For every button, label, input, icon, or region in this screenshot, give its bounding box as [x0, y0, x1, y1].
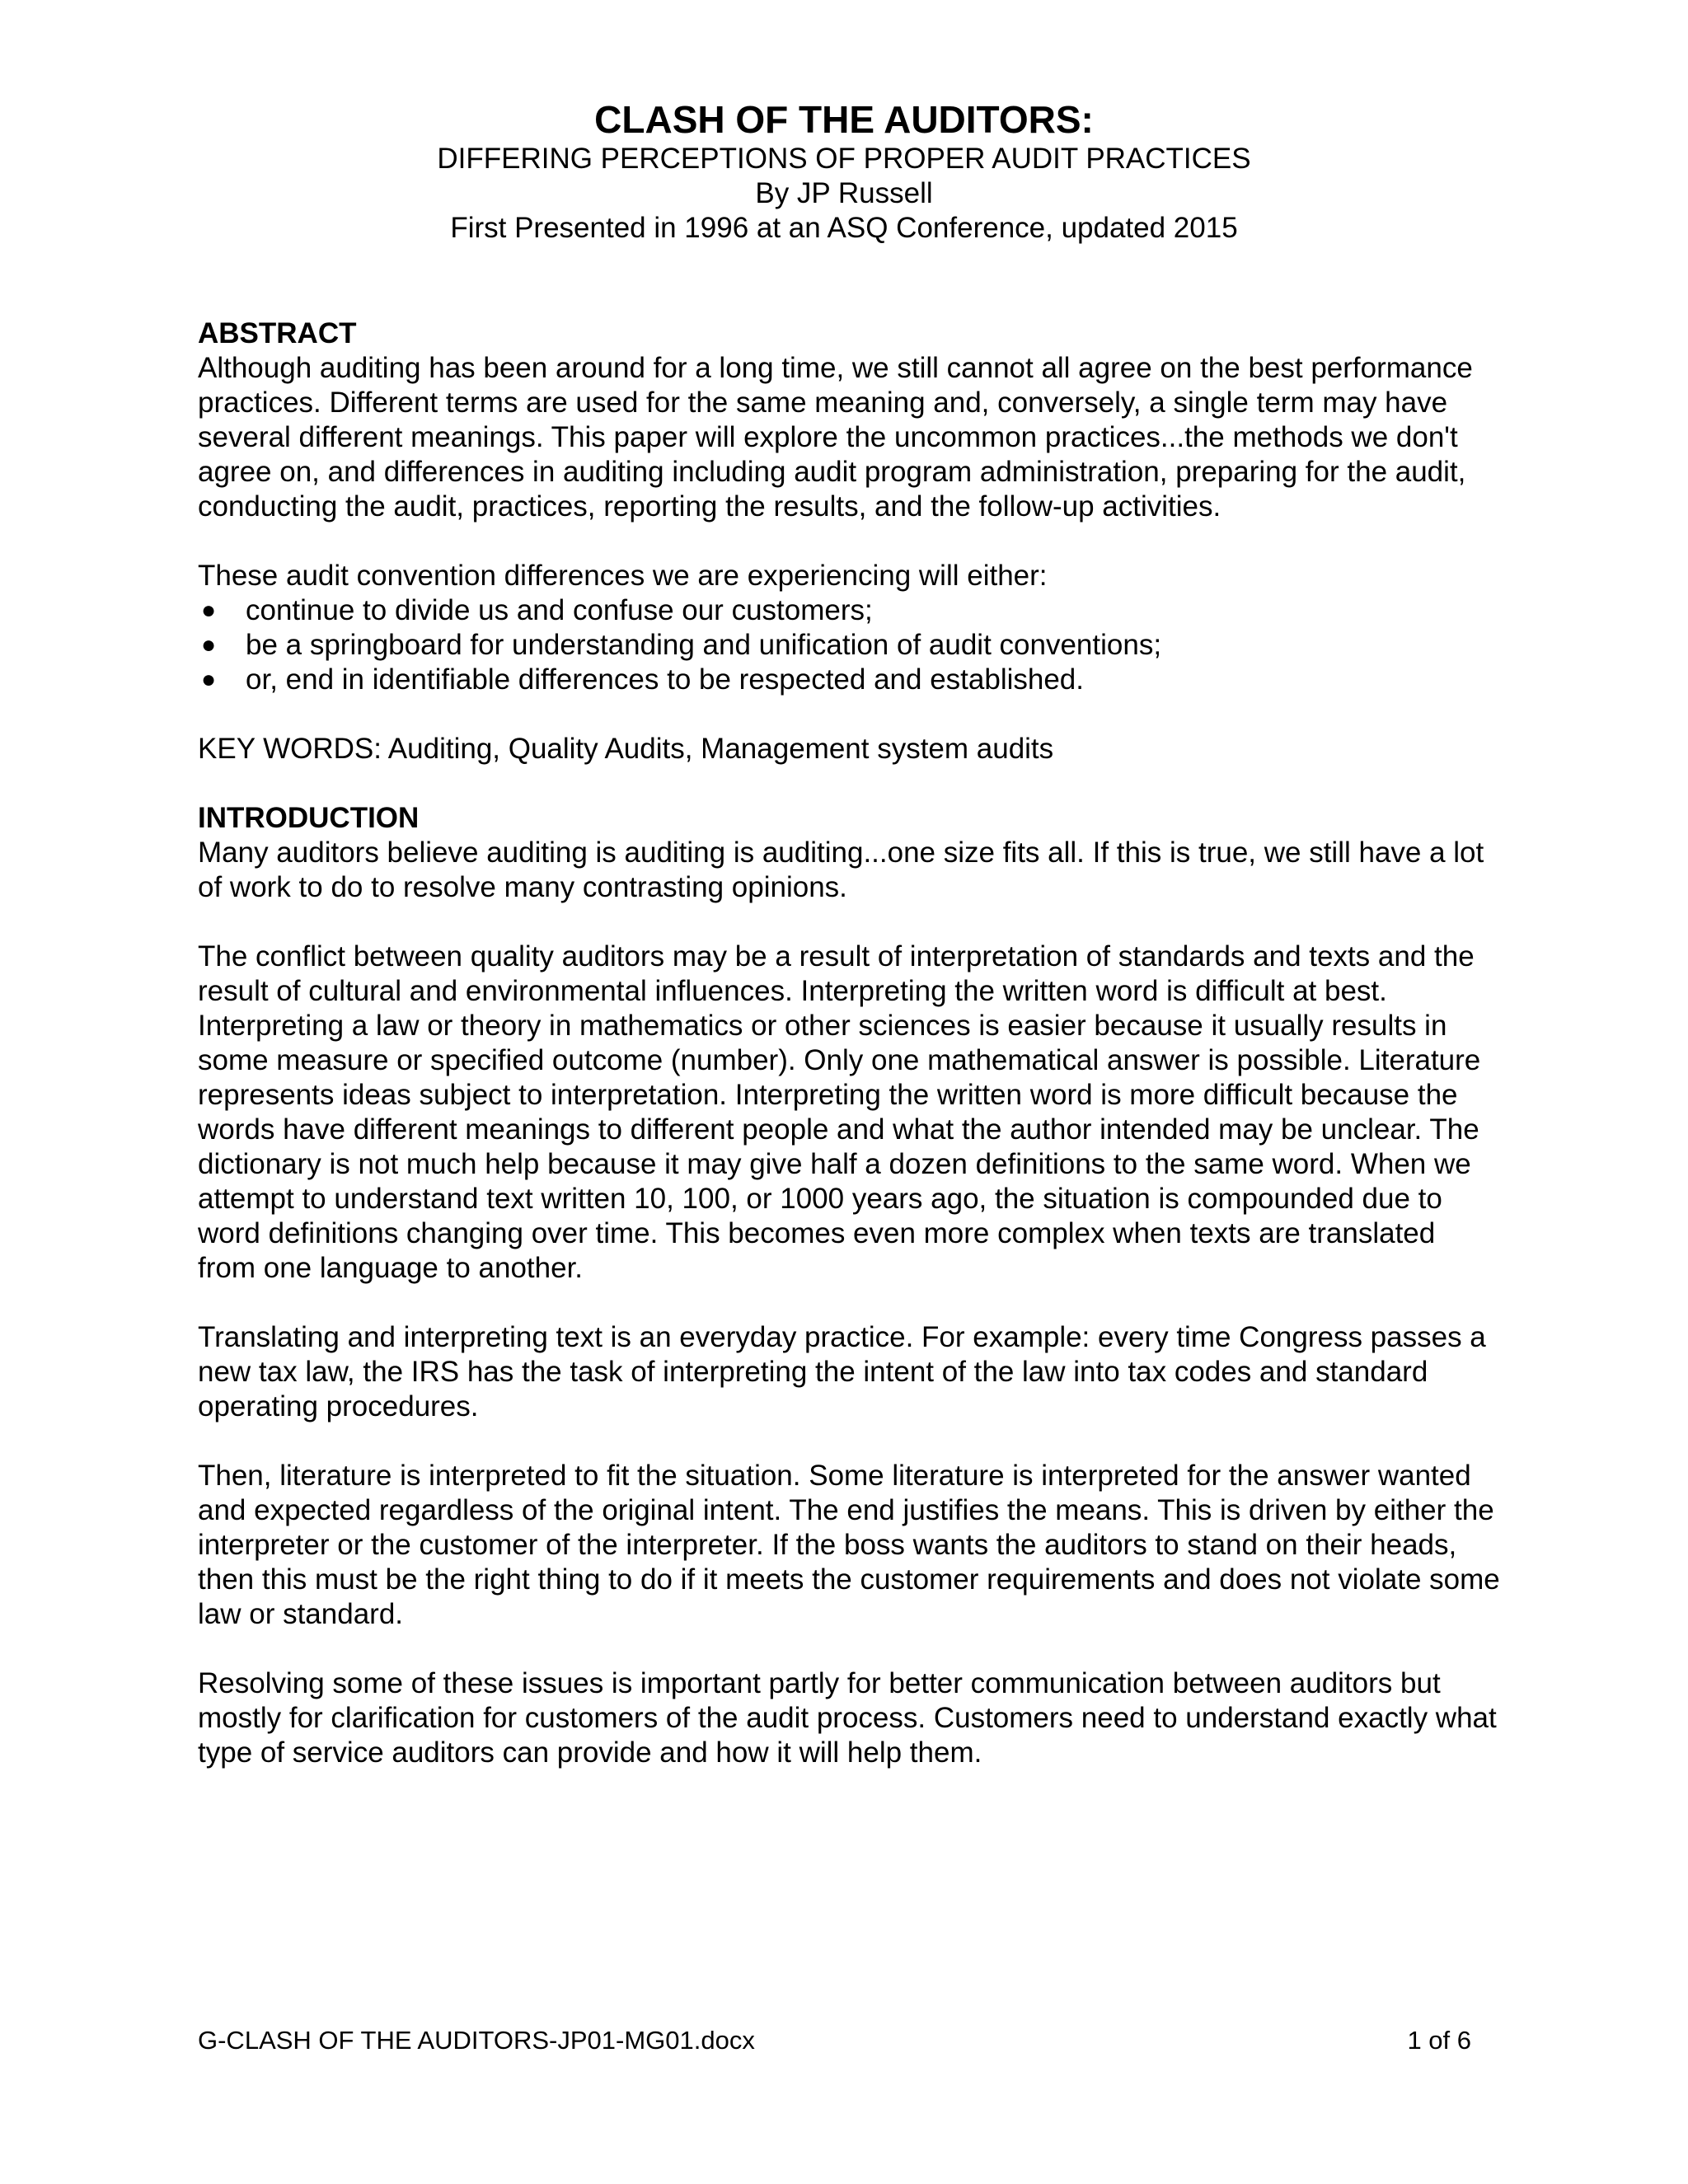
- introduction-paragraph: Translating and interpreting text is an everyday practice. For example: every time Congress passes a new tax law, the IRS has the task of interpreting the intent of the law into tax codes and standard operating procedures.: [198, 1321, 1486, 1422]
- document-author: By JP Russell: [755, 177, 933, 209]
- abstract-paragraph: Although auditing has been around for a long time, we still cannot all agree on the best performance practices. Different terms are used for the same meaning and, conversely, a single term may have several different meanings. This paper will explore the uncommon practices...the methods we don't agree on, and differences in auditing including audit program administration, preparing for the audit, conducting the audit, practices, reporting the results, and the follow-up activities.: [198, 352, 1473, 523]
- document-body: [198, 316, 1500, 1805]
- bullet-text: continue to divide us and confuse our customers;: [246, 594, 873, 626]
- document-subtitle: DIFFERING PERCEPTIONS OF PROPER AUDIT PRACTICES: [437, 143, 1251, 175]
- introduction-paragraph: Resolving some of these issues is important partly for better communication between auditors but mostly for clarification for customers of the audit process. Customers need to understand exactly what type of service auditors can provide and how it will help them.: [198, 1667, 1497, 1769]
- bullet-item: [198, 663, 1500, 697]
- bullet-icon: ●: [201, 631, 217, 658]
- introduction-paragraph: Many auditors believe auditing is auditing is auditing...one size fits all. If this is true, we still have a lot of work to do to resolve many contrasting opinions.: [198, 837, 1484, 903]
- bullet-text: or, end in identifiable differences to be respected and established.: [246, 663, 1084, 696]
- keywords-line: KEY WORDS: Auditing, Quality Audits, Management system audits: [198, 733, 1054, 765]
- bullet-icon: ●: [201, 666, 217, 693]
- bullet-item: [198, 593, 1500, 628]
- title-block: [0, 97, 1688, 246]
- introduction-paragraph: The conflict between quality auditors may be a result of interpretation of standards and texts and the result of cultural and environmental influences. Interpreting the written word is difficult at best. Interpreting a law or theory in mathematics or other sciences is easier because it usually results in some measure or specified outcome (number). Only one mathematical answer is possible. Literature represents ideas subject to interpretation. Interpreting the written word is more difficult because the words have different meanings to different people and what the author intended may be unclear. The dictionary is not much help because it may give half a dozen definitions to the same word. When we attempt to understand text written 10, 100, or 1000 years ago, the situation is compounded due to word definitions changing over time. This becomes even more complex when texts are translated from one language to another.: [198, 940, 1481, 1284]
- footer-page-number: 1 of 6: [1407, 2026, 1471, 2055]
- bullet-text: be a springboard for understanding and unification of audit conventions;: [246, 629, 1162, 661]
- introduction-paragraph: Then, literature is interpreted to fit the situation. Some literature is interpreted for the answer wanted and expected regardless of the original intent. The end justifies the means. This is driven by either the interpreter or the customer of the interpreter. If the boss wants the auditors to stand on their heads, then this must be the right thing to do if it meets the customer requirements and does not violate some law or standard.: [198, 1460, 1500, 1630]
- abstract-bullet-list: [198, 593, 1500, 697]
- document-title: CLASH OF THE AUDITORS:: [594, 98, 1094, 141]
- abstract-heading: ABSTRACT: [198, 317, 357, 349]
- footer-filename: G-CLASH OF THE AUDITORS-JP01-MG01.docx: [198, 2026, 755, 2055]
- bullet-item: [198, 628, 1500, 663]
- introduction-heading: INTRODUCTION: [198, 802, 420, 834]
- page-footer: [198, 2025, 1471, 2056]
- bullet-icon: ●: [201, 597, 217, 624]
- presentation-note: First Presented in 1996 at an ASQ Conference, updated 2015: [450, 212, 1238, 244]
- abstract-lead-in: These audit convention differences we are experiencing will either:: [198, 560, 1048, 592]
